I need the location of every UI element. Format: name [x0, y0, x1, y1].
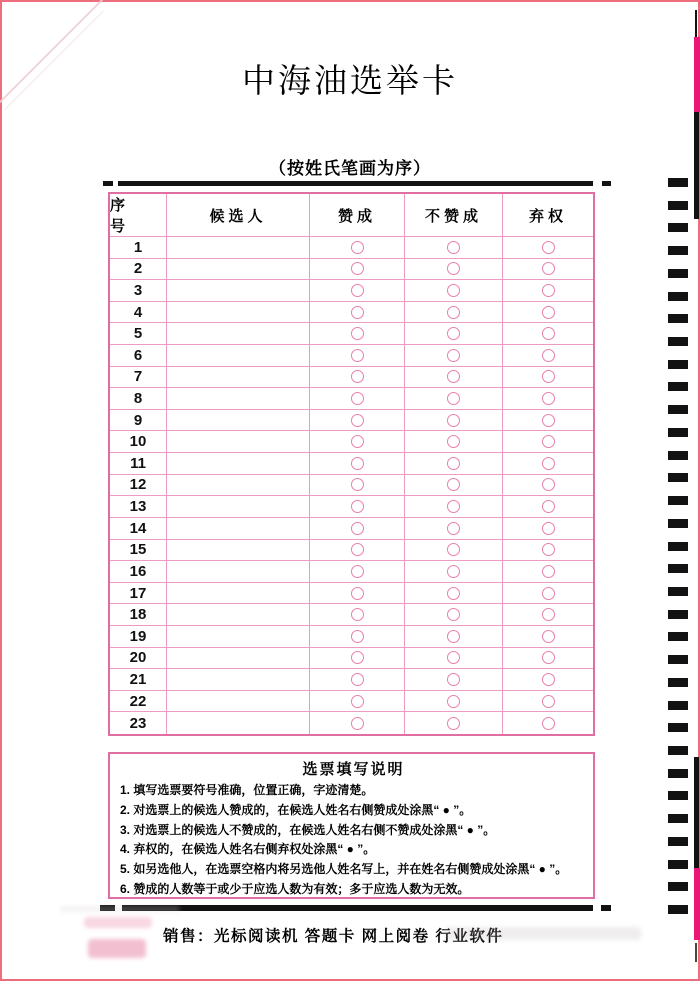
- candidate-name-cell[interactable]: [167, 259, 310, 281]
- instructions-title: 选票填写说明: [302, 761, 405, 778]
- page-title: 中海油选举卡: [242, 64, 458, 100]
- row-number-cell: 5: [110, 323, 167, 345]
- row-number-cell: 13: [110, 496, 167, 518]
- approve-bubble-cell: [310, 302, 405, 324]
- approve-bubble-cell: [310, 388, 405, 410]
- candidate-name-cell[interactable]: [167, 583, 310, 605]
- abstain-bubble-cell: [503, 583, 593, 605]
- disapprove-bubble-icon[interactable]: [447, 673, 460, 686]
- row-number-cell: 15: [110, 540, 167, 562]
- abstain-bubble-icon[interactable]: [542, 695, 555, 708]
- disapprove-bubble-icon[interactable]: [447, 695, 460, 708]
- candidate-name-cell[interactable]: [167, 691, 310, 713]
- abstain-bubble-cell: [503, 388, 593, 410]
- abstain-bubble-cell: [503, 410, 593, 432]
- approve-bubble-icon[interactable]: [351, 587, 364, 600]
- abstain-bubble-cell: [503, 518, 593, 540]
- column-header: 弃权: [503, 194, 593, 237]
- abstain-bubble-icon[interactable]: [542, 717, 555, 730]
- instruction-item: 3. 对选票上的候选人不赞成的，在候选人姓名右侧不赞成处涂黑“ ● ”。: [120, 822, 496, 837]
- approve-bubble-icon[interactable]: [351, 651, 364, 664]
- disapprove-bubble-icon[interactable]: [447, 608, 460, 621]
- candidate-name-cell[interactable]: [167, 453, 310, 475]
- row-number-cell: 1: [110, 237, 167, 259]
- approve-bubble-icon[interactable]: [351, 414, 364, 427]
- row-number-cell: 23: [110, 712, 167, 734]
- abstain-bubble-cell: [503, 540, 593, 562]
- timing-mark: [668, 814, 688, 823]
- disapprove-bubble-cell: [405, 345, 503, 367]
- disapprove-bubble-cell: [405, 259, 503, 281]
- candidate-name-cell[interactable]: [167, 712, 310, 734]
- approve-bubble-icon[interactable]: [351, 543, 364, 556]
- footer-sales-text: 销售：光标阅读机 答题卡 网上阅卷 行业软件: [163, 928, 504, 945]
- disapprove-bubble-cell: [405, 302, 503, 324]
- timing-mark: [668, 701, 688, 710]
- right-edge-black-bar-top: [694, 112, 699, 219]
- abstain-bubble-cell: [503, 367, 593, 389]
- column-header: 赞成: [310, 194, 405, 237]
- timing-mark: [668, 178, 688, 187]
- approve-bubble-icon[interactable]: [351, 717, 364, 730]
- disapprove-bubble-cell: [405, 626, 503, 648]
- disapprove-bubble-icon[interactable]: [447, 543, 460, 556]
- timing-mark: [668, 360, 688, 369]
- timing-mark: [668, 860, 688, 869]
- right-edge-black-line-top: [695, 10, 697, 37]
- approve-bubble-cell: [310, 496, 405, 518]
- row-number-cell: 12: [110, 475, 167, 497]
- abstain-bubble-icon[interactable]: [542, 565, 555, 578]
- right-edge-dark-line-bottom: [695, 943, 697, 962]
- timing-mark: [668, 428, 688, 437]
- candidate-name-cell[interactable]: [167, 302, 310, 324]
- approve-bubble-icon[interactable]: [351, 306, 364, 319]
- disapprove-bubble-cell: [405, 518, 503, 540]
- row-number-cell: 22: [110, 691, 167, 713]
- right-edge-black-bar-bottom: [694, 757, 699, 868]
- approve-bubble-icon[interactable]: [351, 327, 364, 340]
- candidate-name-cell[interactable]: [167, 604, 310, 626]
- approve-bubble-icon[interactable]: [351, 349, 364, 362]
- timing-mark: [668, 405, 688, 414]
- bottom-sync-line: [122, 905, 593, 911]
- top-sync-dash-left: [103, 181, 113, 186]
- timing-mark: [668, 542, 688, 551]
- approve-bubble-icon[interactable]: [351, 370, 364, 383]
- abstain-bubble-icon[interactable]: [542, 478, 555, 491]
- disapprove-bubble-icon[interactable]: [447, 349, 460, 362]
- abstain-bubble-icon[interactable]: [542, 543, 555, 556]
- approve-bubble-cell: [310, 237, 405, 259]
- approve-bubble-cell: [310, 518, 405, 540]
- abstain-bubble-icon[interactable]: [542, 414, 555, 427]
- disapprove-bubble-cell: [405, 367, 503, 389]
- disapprove-bubble-cell: [405, 475, 503, 497]
- abstain-bubble-icon[interactable]: [542, 327, 555, 340]
- approve-bubble-cell: [310, 259, 405, 281]
- disapprove-bubble-icon[interactable]: [447, 262, 460, 275]
- timing-mark: [668, 564, 688, 573]
- abstain-bubble-cell: [503, 345, 593, 367]
- abstain-bubble-icon[interactable]: [542, 522, 555, 535]
- instructions-list: [120, 781, 587, 900]
- timing-mark: [668, 610, 688, 619]
- timing-mark: [668, 246, 688, 255]
- approve-bubble-icon[interactable]: [351, 695, 364, 708]
- timing-mark: [668, 451, 688, 460]
- timing-mark: [668, 632, 688, 641]
- bottom-gray-watermark: [60, 906, 180, 912]
- instruction-item: 1. 填写选票要符号准确，位置正确，字迹清楚。: [120, 783, 374, 797]
- timing-mark: [668, 837, 688, 846]
- timing-mark: [668, 473, 688, 482]
- bottom-left-pink-watermark: [84, 917, 152, 928]
- timing-mark: [668, 769, 688, 778]
- disapprove-bubble-cell: [405, 431, 503, 453]
- abstain-bubble-icon[interactable]: [542, 306, 555, 319]
- instruction-item: 2. 对选票上的候选人赞成的，在候选人姓名右侧赞成处涂黑“ ● ”。: [120, 802, 472, 817]
- row-number-cell: 7: [110, 367, 167, 389]
- top-sync-dash-right: [602, 181, 611, 186]
- timing-mark: [668, 655, 688, 664]
- disapprove-bubble-icon[interactable]: [447, 414, 460, 427]
- abstain-bubble-cell: [503, 237, 593, 259]
- approve-bubble-cell: [310, 280, 405, 302]
- bottom-right-gray-watermark: [445, 927, 641, 940]
- row-number-cell: 21: [110, 669, 167, 691]
- approve-bubble-icon[interactable]: [351, 241, 364, 254]
- bottom-left-pink-watermark: [88, 939, 146, 958]
- candidate-name-cell[interactable]: [167, 410, 310, 432]
- abstain-bubble-cell: [503, 323, 593, 345]
- timing-mark: [668, 882, 688, 891]
- disapprove-bubble-cell: [405, 410, 503, 432]
- disapprove-bubble-cell: [405, 691, 503, 713]
- timing-mark: [668, 587, 688, 596]
- disapprove-bubble-cell: [405, 237, 503, 259]
- abstain-bubble-icon[interactable]: [542, 262, 555, 275]
- top-sync-line: [118, 181, 593, 186]
- approve-bubble-cell: [310, 669, 405, 691]
- bottom-sync-dash-right: [601, 905, 611, 911]
- candidate-name-cell[interactable]: [167, 518, 310, 540]
- abstain-bubble-cell: [503, 280, 593, 302]
- candidate-name-cell[interactable]: [167, 669, 310, 691]
- approve-bubble-icon[interactable]: [351, 478, 364, 491]
- approve-bubble-cell: [310, 626, 405, 648]
- row-number-cell: 2: [110, 259, 167, 281]
- timing-mark: [668, 269, 688, 278]
- approve-bubble-icon[interactable]: [351, 284, 364, 297]
- row-number-cell: 14: [110, 518, 167, 540]
- timing-mark: [668, 382, 688, 391]
- candidate-name-cell[interactable]: [167, 475, 310, 497]
- candidate-name-cell[interactable]: [167, 648, 310, 670]
- approve-bubble-cell: [310, 712, 405, 734]
- disapprove-bubble-cell: [405, 323, 503, 345]
- row-number-cell: 9: [110, 410, 167, 432]
- approve-bubble-icon[interactable]: [351, 500, 364, 513]
- row-number-cell: 6: [110, 345, 167, 367]
- candidate-name-cell[interactable]: [167, 237, 310, 259]
- row-number-cell: 8: [110, 388, 167, 410]
- approve-bubble-cell: [310, 475, 405, 497]
- instruction-item: 5. 如另选他人，在选票空格内将另选他人姓名写上，并在姓名右侧赞成处涂黑“ ● ”。: [120, 862, 568, 877]
- disapprove-bubble-icon[interactable]: [447, 522, 460, 535]
- row-number-cell: 17: [110, 583, 167, 605]
- disapprove-bubble-icon[interactable]: [447, 327, 460, 340]
- approve-bubble-icon[interactable]: [351, 392, 364, 405]
- timing-mark: [668, 746, 688, 755]
- abstain-bubble-icon[interactable]: [542, 651, 555, 664]
- row-number-cell: 20: [110, 648, 167, 670]
- disapprove-bubble-cell: [405, 669, 503, 691]
- timing-mark: [668, 678, 688, 687]
- abstain-bubble-icon[interactable]: [542, 608, 555, 621]
- candidate-name-cell[interactable]: [167, 280, 310, 302]
- approve-bubble-icon[interactable]: [351, 565, 364, 578]
- candidate-name-cell[interactable]: [167, 496, 310, 518]
- disapprove-bubble-cell: [405, 453, 503, 475]
- timing-mark: [668, 201, 688, 210]
- abstain-bubble-cell: [503, 496, 593, 518]
- disapprove-bubble-icon[interactable]: [447, 478, 460, 491]
- abstain-bubble-cell: [503, 475, 593, 497]
- disapprove-bubble-icon[interactable]: [447, 587, 460, 600]
- row-number-cell: 10: [110, 431, 167, 453]
- disapprove-bubble-icon[interactable]: [447, 630, 460, 643]
- row-number-cell: 4: [110, 302, 167, 324]
- abstain-bubble-icon[interactable]: [542, 500, 555, 513]
- timing-mark: [668, 723, 688, 732]
- abstain-bubble-icon[interactable]: [542, 435, 555, 448]
- disapprove-bubble-icon[interactable]: [447, 435, 460, 448]
- abstain-bubble-icon[interactable]: [542, 392, 555, 405]
- approve-bubble-cell: [310, 410, 405, 432]
- disapprove-bubble-icon[interactable]: [447, 457, 460, 470]
- page-subtitle: （按姓氏笔画为序）: [269, 159, 431, 178]
- abstain-bubble-icon[interactable]: [542, 241, 555, 254]
- abstain-bubble-icon[interactable]: [542, 587, 555, 600]
- approve-bubble-cell: [310, 691, 405, 713]
- disapprove-bubble-cell: [405, 583, 503, 605]
- approve-bubble-icon[interactable]: [351, 522, 364, 535]
- candidate-name-cell[interactable]: [167, 367, 310, 389]
- disapprove-bubble-cell: [405, 496, 503, 518]
- approve-bubble-cell: [310, 323, 405, 345]
- column-header: 不赞成: [405, 194, 503, 237]
- approve-bubble-cell: [310, 561, 405, 583]
- right-timing-marks-column: [668, 0, 688, 981]
- instructions-box: [108, 752, 595, 899]
- candidate-name-cell[interactable]: [167, 345, 310, 367]
- disapprove-bubble-cell: [405, 388, 503, 410]
- timing-mark: [668, 905, 688, 914]
- abstain-bubble-cell: [503, 648, 593, 670]
- abstain-bubble-icon[interactable]: [542, 284, 555, 297]
- disapprove-bubble-icon[interactable]: [447, 500, 460, 513]
- approve-bubble-cell: [310, 453, 405, 475]
- candidate-name-cell[interactable]: [167, 561, 310, 583]
- disapprove-bubble-icon[interactable]: [447, 565, 460, 578]
- timing-mark: [668, 314, 688, 323]
- approve-bubble-cell: [310, 648, 405, 670]
- row-number-cell: 16: [110, 561, 167, 583]
- approve-bubble-icon[interactable]: [351, 630, 364, 643]
- approve-bubble-cell: [310, 583, 405, 605]
- candidate-name-cell[interactable]: [167, 540, 310, 562]
- disapprove-bubble-icon[interactable]: [447, 370, 460, 383]
- column-header: 序 号: [110, 194, 167, 237]
- approve-bubble-icon[interactable]: [351, 262, 364, 275]
- approve-bubble-icon[interactable]: [351, 457, 364, 470]
- ballot-table: [108, 192, 595, 736]
- disapprove-bubble-icon[interactable]: [447, 392, 460, 405]
- approve-bubble-icon[interactable]: [351, 608, 364, 621]
- candidate-name-cell[interactable]: [167, 626, 310, 648]
- disapprove-bubble-icon[interactable]: [447, 241, 460, 254]
- column-header: 候选人: [167, 194, 310, 237]
- candidate-name-cell[interactable]: [167, 431, 310, 453]
- abstain-bubble-cell: [503, 431, 593, 453]
- abstain-bubble-cell: [503, 453, 593, 475]
- approve-bubble-cell: [310, 540, 405, 562]
- abstain-bubble-cell: [503, 712, 593, 734]
- approve-bubble-cell: [310, 345, 405, 367]
- row-number-cell: 19: [110, 626, 167, 648]
- approve-bubble-cell: [310, 431, 405, 453]
- timing-mark: [668, 519, 688, 528]
- abstain-bubble-icon[interactable]: [542, 349, 555, 362]
- disapprove-bubble-icon[interactable]: [447, 306, 460, 319]
- disapprove-bubble-cell: [405, 648, 503, 670]
- abstain-bubble-cell: [503, 302, 593, 324]
- abstain-bubble-icon[interactable]: [542, 370, 555, 383]
- disapprove-bubble-icon[interactable]: [447, 717, 460, 730]
- right-edge-magenta-bar-bottom: [694, 868, 700, 940]
- abstain-bubble-icon[interactable]: [542, 630, 555, 643]
- disapprove-bubble-icon[interactable]: [447, 284, 460, 297]
- row-number-cell: 11: [110, 453, 167, 475]
- disapprove-bubble-cell: [405, 561, 503, 583]
- abstain-bubble-cell: [503, 604, 593, 626]
- timing-mark: [668, 337, 688, 346]
- approve-bubble-cell: [310, 367, 405, 389]
- candidate-name-cell[interactable]: [167, 323, 310, 345]
- timing-mark: [668, 791, 688, 800]
- instruction-item: 4. 弃权的，在候选人姓名右侧弃权处涂黑“ ● ”。: [120, 842, 376, 857]
- abstain-bubble-cell: [503, 561, 593, 583]
- row-number-cell: 3: [110, 280, 167, 302]
- disapprove-bubble-cell: [405, 280, 503, 302]
- approve-bubble-icon[interactable]: [351, 673, 364, 686]
- instruction-item: 6. 赞成的人数等于或少于应选人数为有效；多于应选人数为无效。: [120, 881, 470, 896]
- disapprove-bubble-cell: [405, 604, 503, 626]
- abstain-bubble-cell: [503, 626, 593, 648]
- timing-mark: [668, 223, 688, 232]
- abstain-bubble-icon[interactable]: [542, 673, 555, 686]
- timing-mark: [668, 496, 688, 505]
- abstain-bubble-cell: [503, 691, 593, 713]
- approve-bubble-cell: [310, 604, 405, 626]
- approve-bubble-icon[interactable]: [351, 435, 364, 448]
- timing-mark: [668, 292, 688, 301]
- row-number-cell: 18: [110, 604, 167, 626]
- abstain-bubble-cell: [503, 669, 593, 691]
- disapprove-bubble-cell: [405, 712, 503, 734]
- abstain-bubble-cell: [503, 259, 593, 281]
- disapprove-bubble-cell: [405, 540, 503, 562]
- abstain-bubble-icon[interactable]: [542, 457, 555, 470]
- disapprove-bubble-icon[interactable]: [447, 651, 460, 664]
- candidate-name-cell[interactable]: [167, 388, 310, 410]
- right-edge-magenta-bar-top: [694, 37, 700, 112]
